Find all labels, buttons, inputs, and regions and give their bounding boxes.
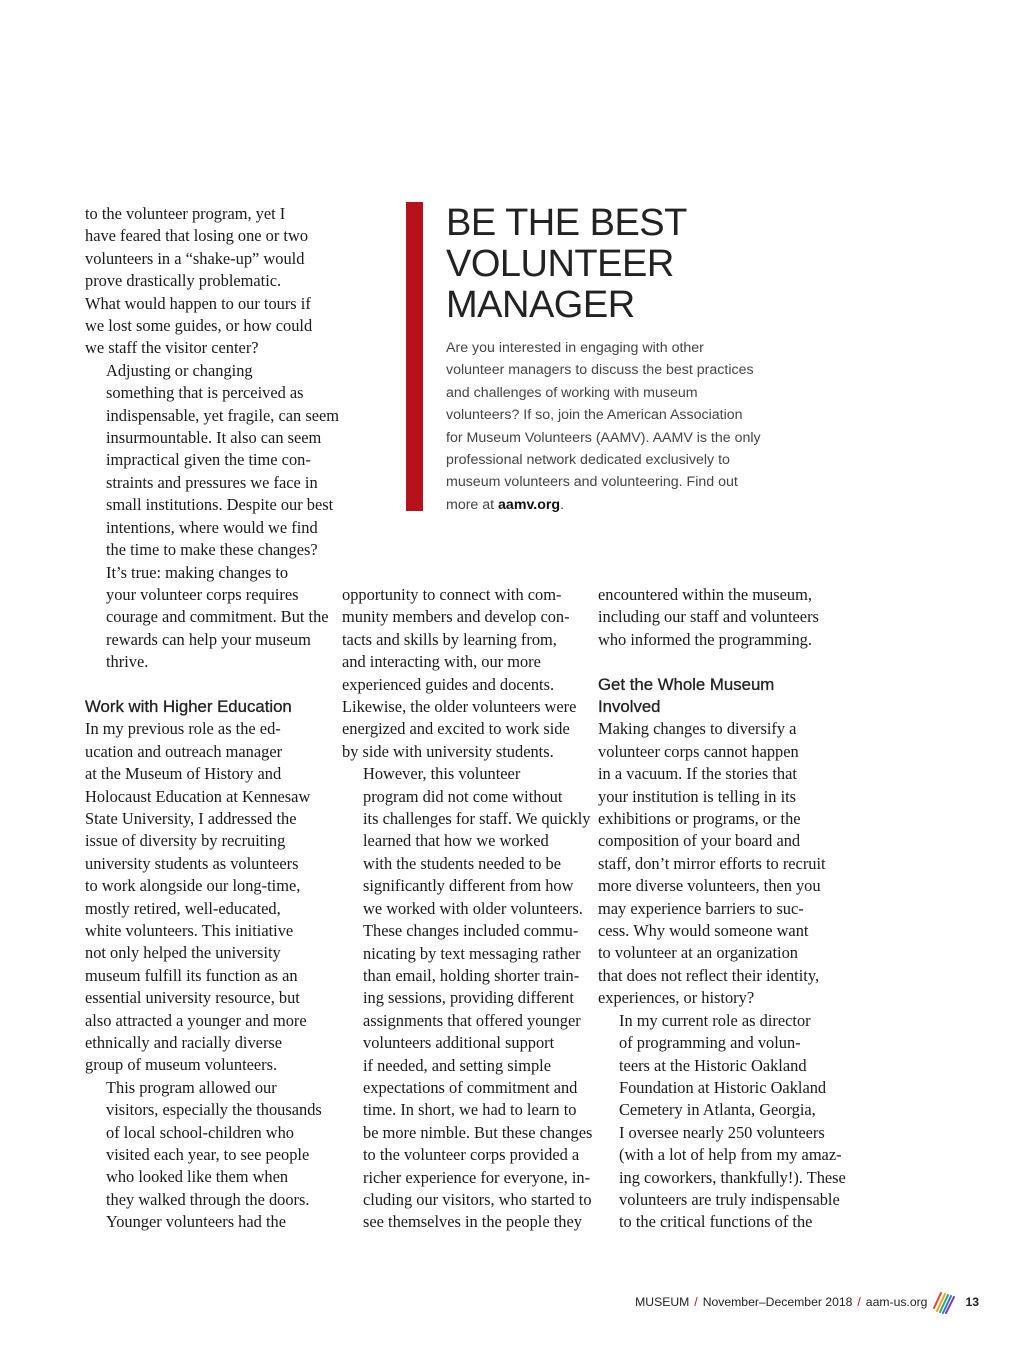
text-line: experienced guides and docents. (342, 674, 555, 694)
text-line: we staff the visitor center? (85, 338, 259, 358)
text-line: cluding our visitors, who started to (363, 1189, 592, 1209)
text-line: ing sessions, providing different (363, 988, 574, 1008)
page-number: 13 (965, 1295, 979, 1309)
text-line: program did not come without (363, 786, 563, 806)
text-line: energized and excited to work side (342, 719, 570, 739)
text-line: that does not reflect their identity, (598, 965, 820, 985)
text-line: In my current role as director (619, 1010, 811, 1030)
text-line: white volunteers. This initiative (85, 920, 294, 940)
text-line: visitors, especially the thousands (106, 1100, 322, 1120)
text-line: significantly different from how (363, 876, 574, 896)
text-line: cess. Why would someone want (598, 921, 809, 941)
paragraph (598, 584, 843, 651)
text-line: and interacting with, our more (342, 652, 541, 672)
text-line: your volunteer corps requires (106, 584, 299, 604)
text-line: In my previous role as the ed- (85, 719, 281, 739)
text-line: its challenges for staff. We quickly (363, 809, 591, 829)
text-line: also attracted a younger and more (85, 1010, 307, 1030)
text-line: with the students needed to be (363, 853, 562, 873)
text-line: to the volunteer program, yet I (85, 204, 286, 223)
callout-text-end: more at (446, 496, 499, 513)
callout-body (446, 337, 761, 516)
paragraph (342, 584, 587, 763)
callout-text (446, 337, 761, 494)
text-line: Likewise, the older volunteers were (342, 697, 577, 717)
text-line: MANAGER (446, 284, 635, 326)
text-line: who looked like them when (106, 1167, 289, 1187)
text-line: ing coworkers, thankfully!). These (619, 1167, 846, 1187)
text-line: encountered within the museum, (598, 585, 812, 604)
column-1 (85, 203, 340, 1234)
text-line: It’s true: making changes to (106, 562, 289, 582)
text-line: group of museum volunteers. (85, 1055, 278, 1075)
paragraph (85, 1077, 330, 1234)
text-line: What would happen to our tours if (85, 293, 311, 313)
text-line: Involved (598, 697, 661, 717)
separator: / (694, 1295, 698, 1309)
text-line: assignments that offered younger (363, 1010, 581, 1030)
separator: / (857, 1295, 861, 1309)
text-line: impractical given the time con- (106, 450, 311, 470)
text-line: Foundation at Historic Oakland (619, 1077, 827, 1097)
aam-logo-icon (933, 1290, 955, 1314)
text-line: insurmountable. It also can seem (106, 428, 322, 448)
text-line: to the volunteer corps provided a (363, 1145, 580, 1165)
text-line: university students as volunteers (85, 853, 299, 873)
text-line: your institution is telling in its (598, 786, 797, 806)
callout-title (446, 203, 687, 326)
text-line: Holocaust Education at Kennesaw (85, 786, 311, 806)
section-heading (598, 674, 843, 719)
site-url[interactable]: aam-us.org (865, 1295, 928, 1309)
text-line: mostly retired, well-educated, (85, 898, 281, 918)
callout-accent-bar (406, 202, 423, 511)
text-line: including our staff and volunteers (598, 607, 819, 627)
paragraph (85, 203, 330, 360)
text-line: small institutions. Despite our best (106, 495, 334, 515)
text-line: the time to make these changes? (106, 540, 318, 560)
text-line: may experience barriers to suc- (598, 898, 804, 918)
text-line: issue of diversity by recruiting (85, 831, 286, 851)
aamv-link[interactable]: aamv.org (498, 496, 561, 513)
text-line: we lost some guides, or how could (85, 316, 313, 336)
paragraph (85, 718, 330, 1077)
text-line: who informed the programming. (598, 629, 812, 649)
text-line: they walked through the doors. (106, 1189, 310, 1209)
text-line: not only helped the university (85, 943, 281, 963)
text-line: These changes included commu- (363, 921, 579, 941)
text-line: munity members and develop con- (342, 607, 570, 627)
text-line: richer experience for everyone, in- (363, 1167, 591, 1187)
text-line: by side with university students. (342, 741, 554, 761)
text-line: to the critical functions of the (619, 1212, 813, 1232)
text-line: learned that how we worked (363, 831, 549, 851)
text-line: essential university resource, but (85, 988, 300, 1008)
text-line: tacts and skills by learning from, (342, 629, 557, 649)
text-line: at the Museum of History and (85, 764, 282, 784)
text-line: museum volunteers and volunteering. Find out (446, 474, 738, 491)
section-heading: Work with Higher Education (85, 696, 292, 716)
text-line: volunteers are truly indispensable (619, 1189, 840, 1209)
paragraph (598, 1010, 846, 1234)
text-line: volunteers additional support (363, 1033, 555, 1053)
text-line: BE THE BEST (446, 202, 687, 244)
text-line: volunteer corps cannot happen (598, 741, 799, 761)
text-line: if needed, and setting simple (363, 1055, 551, 1075)
text-line: Younger volunteers had the (106, 1212, 286, 1232)
text-line: composition of your board and (598, 831, 801, 851)
text-line: exhibitions or programs, or the (598, 809, 801, 829)
text-line: State University, I addressed the (85, 808, 297, 828)
text-line: more diverse volunteers, then you (598, 876, 821, 896)
text-line: of local school-children who (106, 1122, 294, 1142)
text-line: opportunity to connect with com- (342, 585, 562, 604)
text-line: see themselves in the people they (363, 1212, 582, 1232)
text-line: museum fulfill its function as an (85, 965, 298, 985)
text-line: professional network dedicated exclusively to (446, 452, 730, 469)
text-line: rewards can help your museum (106, 629, 311, 649)
text-line: staff, don’t mirror efforts to recruit (598, 853, 826, 873)
text-line: nicating by text messaging rather (363, 943, 581, 963)
text-line: ethnically and racially diverse (85, 1033, 283, 1053)
issue-date: November–December 2018 (702, 1295, 853, 1309)
text-line: experiences, or history? (598, 988, 755, 1008)
text-line: VOLUNTEER (446, 243, 674, 285)
text-line: intentions, where would we find (106, 517, 318, 537)
text-line: Get the Whole Museum (598, 674, 775, 694)
text-line: Making changes to diversify a (598, 719, 797, 739)
text-line: expectations of commitment and (363, 1077, 578, 1097)
text-line: and challenges of working with museum (446, 384, 698, 401)
text-line: for Museum Volunteers (AAMV). AAMV is the only (446, 429, 761, 446)
text-line: teers at the Historic Oakland (619, 1055, 807, 1075)
column-2 (342, 584, 593, 1234)
text-line: Cemetery in Atlanta, Georgia, (619, 1100, 816, 1120)
text-line: we worked with older volunteers. (363, 898, 583, 918)
text-line: of programming and volun- (619, 1033, 801, 1053)
text-line: (with a lot of help from my amaz- (619, 1145, 842, 1165)
magazine-name: MUSEUM (635, 1295, 690, 1309)
column-3 (598, 584, 846, 1234)
text-line: have feared that losing one or two (85, 226, 309, 246)
text-line: straints and pressures we face in (106, 472, 318, 492)
text-line: Adjusting or changing (106, 360, 253, 380)
text-line: to work alongside our long-time, (85, 876, 301, 896)
text-line: thrive. (106, 652, 149, 672)
text-line: I oversee nearly 250 volunteers (619, 1122, 825, 1142)
callout-punct: . (560, 496, 565, 513)
text-line: be more nimble. But these changes (363, 1122, 593, 1142)
paragraph (598, 718, 843, 1009)
text-line: Are you interested in engaging with other (446, 340, 704, 356)
text-line: This program allowed our (106, 1077, 277, 1097)
callout-last-line (446, 494, 761, 516)
paragraph (85, 562, 330, 674)
text-line: than email, holding shorter train- (363, 965, 580, 985)
text-line: volunteers? If so, join the American Association (446, 407, 743, 424)
text-line: something that is perceived as (106, 383, 304, 403)
text-line: in a vacuum. If the stories that (598, 764, 797, 784)
text-line: However, this volunteer (363, 764, 521, 784)
paragraph (342, 763, 593, 1234)
text-line: to volunteer at an organization (598, 943, 798, 963)
text-line: volunteer managers to discuss the best practices (446, 362, 754, 379)
text-line: indispensable, yet fragile, can seem (106, 405, 340, 425)
paragraph (85, 360, 340, 562)
text-line: courage and commitment. But the (106, 607, 329, 627)
text-line: volunteers in a “shake-up” would (85, 248, 305, 268)
text-line: time. In short, we had to learn to (363, 1100, 577, 1120)
page-footer (635, 1290, 979, 1314)
text-line: visited each year, to see people (106, 1145, 310, 1165)
text-line: ucation and outreach manager (85, 741, 283, 761)
text-line: prove drastically problematic. (85, 271, 282, 291)
